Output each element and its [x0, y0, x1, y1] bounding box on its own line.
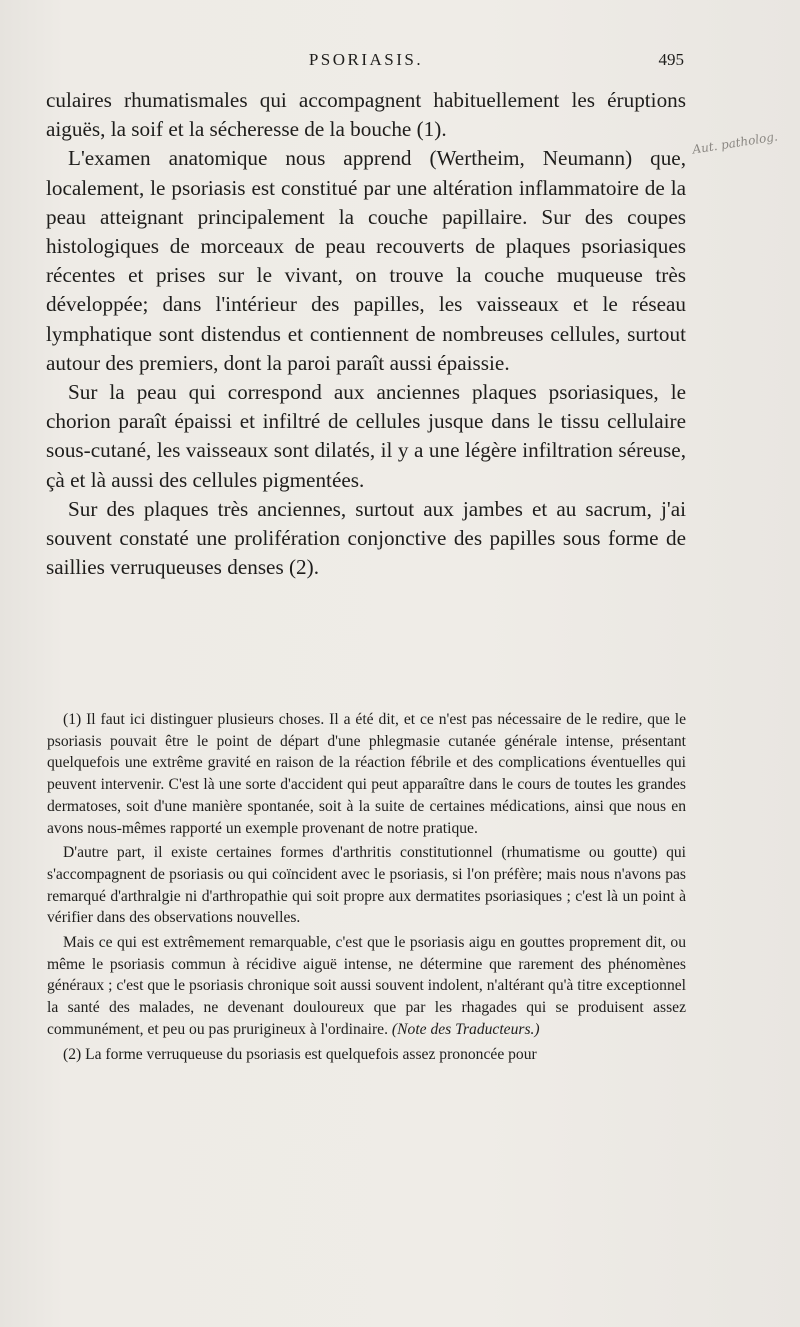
translators-note: (Note des Traducteurs.) — [391, 1020, 540, 1038]
running-head — [48, 50, 684, 74]
footnote-2: (2) La forme verruqueuse du psoriasis est quelquefois assez prononcée pour — [63, 1045, 537, 1063]
paragraph-old-plaques: Sur la peau qui correspond aux anciennes plaques psoriasiques, le chorion paraît épaissi et infiltré de cellules jusque dans le tissu cellulaire sous-cutané, les vaisseaux sont dilatés, il y a une légère infiltration séreuse, çà et là aussi des cellules pigmentées. — [46, 380, 686, 492]
running-title: PSORIASIS. — [308, 50, 424, 69]
footnote-1-part-2: D'autre part, il existe certaines formes d'arthritis constitutionnel (rhumatisme ou goutte) qui s'accompagnent de psoriasis ou qui coïncident avec le psoriasis, si l'on préfère; mais nous n'avons pas remarqué d'arthralgie ni d'arthropathie qui soit propre aux dermatites psoriasiques ; c'est là un point à vérifier dans des observations nouvelles. — [47, 844, 686, 927]
paragraph-continuation: culaires rhumatismales qui accompagnent habituellement les éruptions aiguës, la soif et la sécheresse de la bouche (1). — [46, 88, 686, 142]
paragraph-very-old-plaques: Sur des plaques très anciennes, surtout aux jambes et au sacrum, j'ai souvent constaté une prolifération conjonctive des papilles sous forme de saillies verruqueuses denses (2). — [46, 496, 686, 580]
paragraph-anatomy: L'examen anatomique nous apprend (Wertheim, Neumann) que, localement, le psoriasis est constitué par une altération inflammatoire de la peau atteignant principalement la couche papillaire. Sur des coupes histologiques de morceaux de peau recouverts de plaques psoriasiques récentes et prises sur le vivant, on trouve la couche muqueuse très développée; dans l'intérieur des papilles, les vaisseaux et le réseau lymphatique sont distendus et contiennent de nombreuses cellules, surtout autour des premiers, dont la paroi paraît aussi épaissie. — [46, 146, 686, 375]
handwritten-margin-note: Aut. patholog. — [691, 129, 779, 157]
footnote-1-part-3 — [47, 932, 686, 1041]
footnote-1-part-3-text: Mais ce qui est extrêmement remarquable, c'est que le psoriasis aigu en gouttes proprement dit, ou même le psoriasis commun à récidive aiguë intense, ne détermine que rarement des phénomènes généraux ; c'est que le psoriasis chronique soit aussi souvent indolent, n'altérant qu'à titre exceptionnel la santé des malades, ne devenant douloureux que par les rhagades qui se produisent assez communément, et peu ou pas prurigineux à l'ordinaire. — [47, 934, 686, 1038]
footnote-1-part-1: (1) Il faut ici distinguer plusieurs choses. Il a été dit, et ce n'est pas nécessaire de le redire, que le psoriasis pouvait être le point de départ d'une phlegmasie cutanée générale intense, présentant quelquefois une extrême gravité en raison de la réaction fébrile et des complications éventuelles qui peuvent intervenir. C'est là une sorte d'accident qui peut apparaître dans le cours de toutes les grandes dermatoses, soit d'une manière spontanée, soit à la suite de certaines médications, ainsi que nous en avons nous-mêmes rapporté un exemple provenant de notre pratique. — [47, 711, 686, 837]
footnotes — [47, 709, 686, 1065]
main-text — [46, 86, 686, 582]
page-number: 495 — [658, 50, 684, 69]
